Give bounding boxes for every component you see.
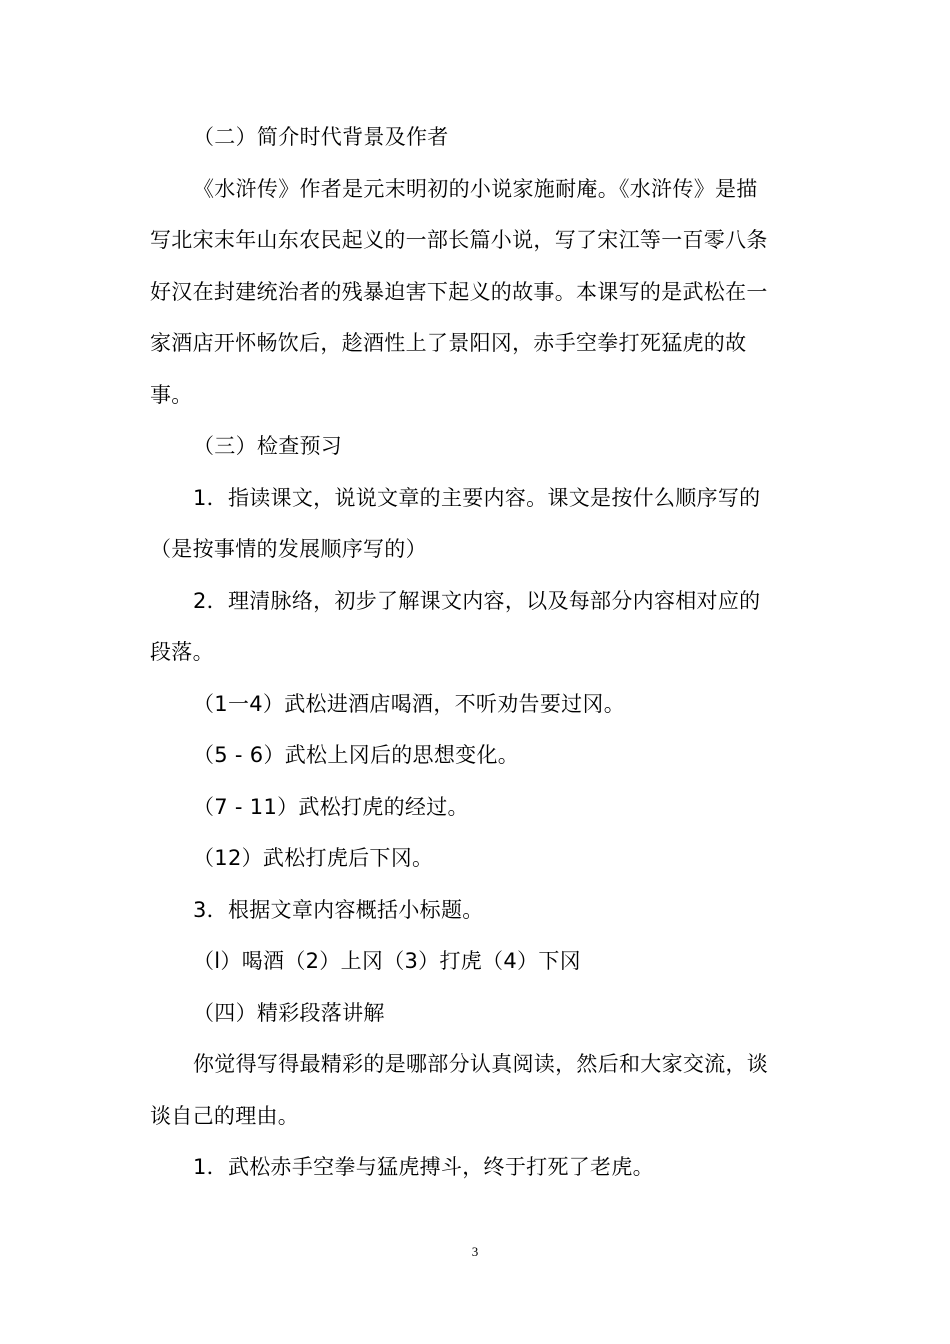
outline-item: （5 - 6）武松上冈后的思想变化。: [193, 743, 520, 767]
paragraph-line: 你觉得写得最精彩的是哪部分认真阅读，然后和大家交流，谈: [193, 1052, 769, 1076]
outline-item: （1一4）武松进酒店喝酒，不听劝告要过冈。: [193, 692, 626, 716]
list-item-continuation: （是按事情的发展顺序写的）: [150, 537, 427, 561]
paragraph-line: 好汉在封建统治者的残暴迫害下起义的故事。本课写的是武松在一: [150, 280, 768, 304]
outline-item: （12）武松打虎后下冈。: [193, 846, 434, 870]
list-item: 2．理清脉络，初步了解课文内容，以及每部分内容相对应的: [193, 589, 761, 613]
paragraph-line: 写北宋末年山东农民起义的一部长篇小说，写了宋江等一百零八条: [150, 228, 768, 252]
paragraph-line: 谈自己的理由。: [150, 1104, 300, 1128]
list-item-continuation: 段落。: [150, 640, 214, 664]
subtitle-list: （l）喝酒（2）上冈（3）打虎（4）下冈: [193, 949, 581, 973]
paragraph-line: 事。: [150, 383, 193, 407]
section-heading-highlights: （四）精彩段落讲解: [193, 1001, 385, 1025]
page-number: 3: [471, 1244, 479, 1259]
list-item: 1．指读课文，说说文章的主要内容。课文是按什么顺序写的: [193, 486, 761, 510]
list-item: 3．根据文章内容概括小标题。: [193, 898, 484, 922]
list-item: 1．武松赤手空拳与猛虎搏斗，终于打死了老虎。: [193, 1155, 654, 1179]
section-heading-preview: （三）检查预习: [193, 434, 343, 458]
paragraph-line: 《水浒传》作者是元末明初的小说家施耐庵。《水浒传》是描: [193, 177, 758, 201]
outline-item: （7 - 11）武松打虎的经过。: [193, 795, 469, 819]
section-heading-background: （二）简介时代背景及作者: [193, 125, 449, 149]
paragraph-line: 家酒店开怀畅饮后，趁酒性上了景阳冈，赤手空拳打死猛虎的故: [150, 331, 747, 355]
